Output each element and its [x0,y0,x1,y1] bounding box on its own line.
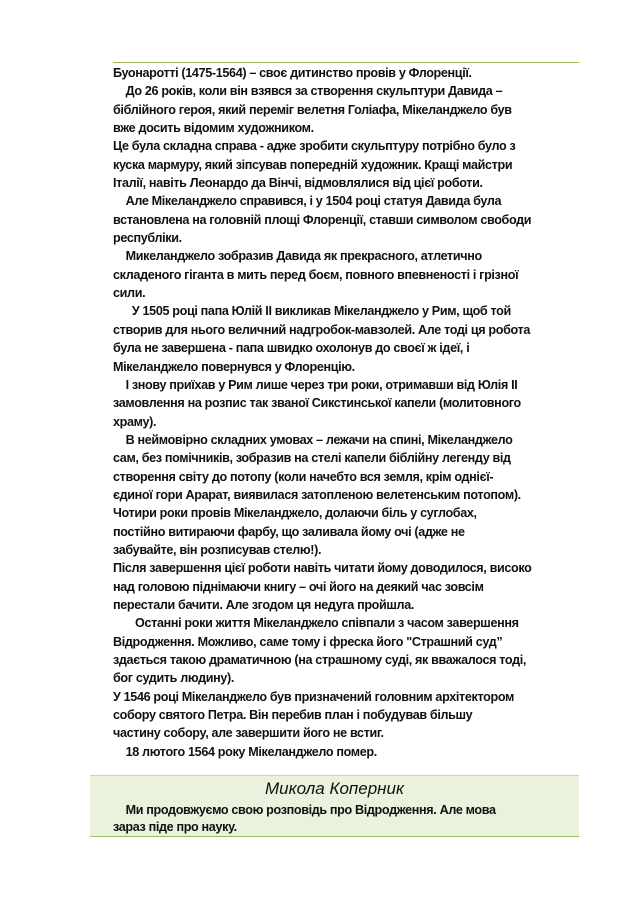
text-line: 18 лютого 1564 року Мікеланджело помер. [113,744,377,759]
text-line: Мікеланджело повернувся у Флоренцію. [113,359,355,374]
text-line: сили. [113,286,146,301]
text-line: Але Мікеланджело справився, і у 1504 році статуя Давида була [113,194,502,209]
text-line: Італії, навіть Леонардо да Вінчі, відмовлялися від цієї роботи. [113,176,483,191]
text-line: В неймовірно складних умовах – лежачи на спині, Мікеланджело [113,432,513,447]
top-divider [113,62,579,63]
copernicus-section [90,775,579,837]
text-line: Це була складна справа - адже зробити скульптуру потрібно було з [113,139,516,154]
text-line: перестали бачити. Але згодом ця недуга пройшла. [113,597,415,612]
text-line: Чотири роки провів Мікеланджело, долаючи біль у суглобах, [113,506,477,521]
text-line: куска мармуру, який зіпсував попередній художник. Кращі майстри [113,157,513,172]
text-line: До 26 років, коли він взявся за створення скульптури Давида – [113,84,503,99]
text-line: встановлена на головній площі Флоренції, ставши символом свободи [113,212,532,227]
text-line: частину собору, але завершити його не встиг. [113,726,384,741]
text-line: біблійного героя, який переміг велетня Голіафа, Мікеланджело був [113,102,512,117]
text-line: постійно витираючи фарбу, що заливала йому очі (адже не [113,524,465,539]
text-line: Відродження. Можливо, саме тому і фреска його "Страшний суд” [113,634,503,649]
text-line: Останні роки життя Мікеланджело співпали з часом завершення [113,616,519,631]
text-line: була не завершена - папа швидко охолонув до своєї ж ідеї, і [113,341,470,356]
text-line: І знову приїхав у Рим лише через три роки, отримавши від Юлія ІІ [113,377,518,392]
text-line: бог судить людину). [113,671,235,686]
text-line: вже досить відомим художником. [113,121,314,136]
section-intro [113,802,579,835]
text-line: собору святого Петра. Він перебив план і побудував більшу [113,708,473,723]
text-line: забувайте, він розписував стелю!). [113,542,322,557]
text-line: замовлення на розпис так званої Сикстинської капели (молитовного [113,396,521,411]
text-line: створив для нього величний надгробок-мавзолей. Але тоді ця робота [113,322,531,337]
text-line: створення світу до потопу (коли начебто вся земля, крім однієї- [113,469,494,484]
text-line: над головою піднімаючи книгу – очі його на деякий час зовсім [113,579,484,594]
text-line: храму). [113,414,157,429]
text-line: Буонаротті (1475-1564) – своє дитинство провів у Флоренції. [113,66,472,80]
text-line: сам, без помічників, зобразив на стелі капели біблійну легенду від [113,451,511,466]
text-line: здається такою драматичною (на страшному суді, як вважалося тоді, [113,653,527,667]
section-heading: Микола Коперник [264,779,405,798]
text-line: Ми продовжуємо свою розповідь про Відродження. Але мова [113,803,496,817]
text-line: республіки. [113,231,182,246]
text-line: Після завершення цієї роботи навіть читати йому доводилося, високо [113,561,532,576]
text-line: єдиної гори Арарат, виявилася затопленою велетенським потопом). [113,487,521,502]
michelangelo-biography [113,64,579,761]
text-line: Микеланджело зобразив Давида як прекрасного, атлетично [113,249,482,264]
text-line: У 1505 році папа Юлій II викликав Мікеланджело у Рим, щоб той [113,304,511,319]
text-line: зараз піде про науку. [113,819,237,834]
text-line: складеного гіганта в мить перед боєм, повного впевненості і грізної [113,267,519,282]
text-line: У 1546 році Мікеланджело був призначений головним архітектором [113,689,514,704]
